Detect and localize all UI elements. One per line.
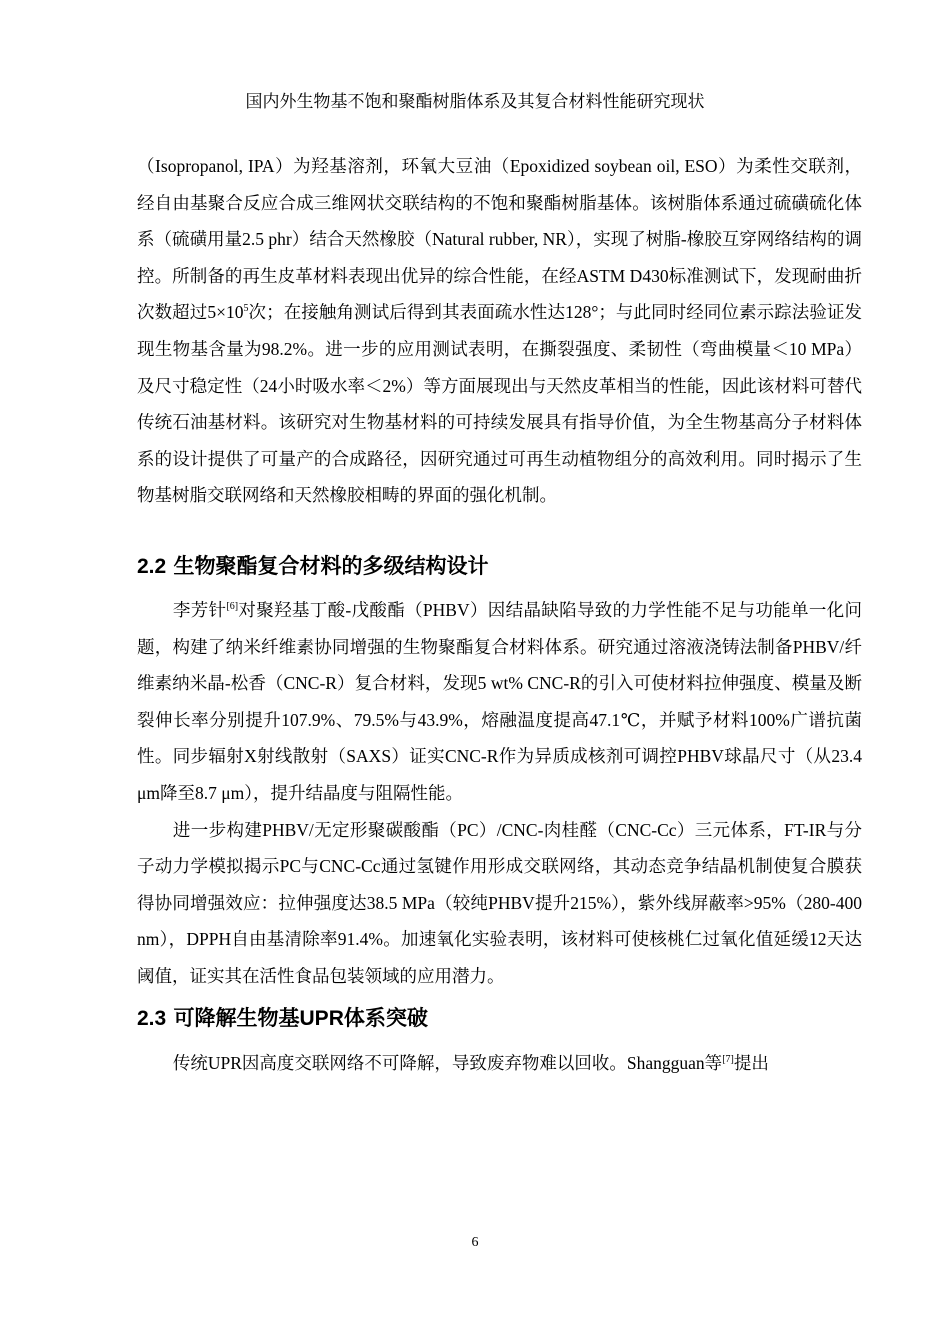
- section-title-suffix: 体系突破: [343, 1006, 428, 1031]
- body-paragraph: [137, 1045, 862, 1082]
- body-paragraph: 进一步构建PHBV/无定形聚碳酸酯（PC）/CNC-肉桂醛（CNC-Cc）三元体系，FT-IR与分子动力学模拟揭示PC与CNC-Cc通过氢键作用形成交联网络，其动态竞争结晶机制使复合膜获得协同增强效应：拉伸强度达38.5 MPa（较纯PHBV提升215%），紫外线屏蔽率>95%（280-400 nm），DPPH自由基清除率91.4%。加速氧化实验表明，该材料可使核桃仁过氧化值延缓12天达阈值，证实其在活性食品包装领域的应用潜力。: [137, 819, 862, 986]
- citation-ref[interactable]: [7]: [722, 1054, 734, 1066]
- running-header: 国内外生物基不饱和聚酯树脂体系及其复合材料性能研究现状: [245, 92, 705, 111]
- paragraph-text: 对聚羟基丁酸-戊酸酯（PHBV）因结晶缺陷导致的力学性能不足与功能单一化问题，构建了纳米纤维素协同增强的生物聚酯复合材料体系。研究通过溶液浇铸法制备PHBV/纤维素纳米晶-松香（CNC-R）复合材料，发现5 wt% CNC-R的引入可使材料拉伸强度、模量及断裂伸长率分别提升107.9%、79.5%与43.9%，熔融温度提高47.1℃，并赋予材料100%广谱抗菌性。同步辐射X射线散射（SAXS）证实CNC-R作为异质成核剂可调控PHBV球晶尺寸（从23.4 μm降至8.7 μm），提升结晶度与阻隔性能。: [137, 599, 862, 803]
- section-heading-2-3: [137, 1003, 862, 1034]
- section-heading-2-2: [137, 551, 862, 582]
- page-number: 6: [471, 1235, 479, 1250]
- section-number: 2.3: [137, 1007, 167, 1031]
- body-paragraph: [137, 592, 862, 812]
- section-number: 2.2: [137, 554, 167, 578]
- citation-ref[interactable]: [6]: [226, 600, 239, 612]
- body-paragraph-continued: （Isopropanol, IPA）为羟基溶剂，环氧大豆油（Epoxidized soybean oil, ESO）为柔性交联剂，经自由基聚合反应合成三维网状交联结构的不饱和聚酯树脂基体。该树脂体系通过硫磺硫化体系（硫磺用量2.5 phr）结合天然橡胶（Natural rubber, NR），实现了树脂-橡胶互穿网络结构的调控。所制备的再生皮革材料表现出优异的综合性能，在经ASTM D430标准测试下，发现耐曲折次数超过$5\times 10^5$次；在接触角测试后得到其表面疏水性达128°；与此同时经同位素示踪法验证发现生物基含量为98.2%。进一步的应用测试表明，在撕裂强度、柔韧性（弯曲模量＜10 MPa）及尺寸稳定性（24小时吸水率＜2%）等方面展现出与天然皮革相当的性能，因此该材料可替代传统石油基材料。该研究对生物基材料的可持续发展具有指导价值，为全生物基高分子材料体系的设计提供了可量产的合成路径，因研究通过可再生动植物组分的高效利用。同时揭示了生物基树脂交联网络和天然橡胶相畴的界面的强化机制。: [137, 156, 863, 506]
- paragraph-text: 传统UPR因高度交联网络不可降解，导致废弃物难以回收。Shangguan等: [172, 1053, 723, 1074]
- section-title-prefix: 可降解生物基: [173, 1006, 300, 1031]
- author-name: 李芳针: [172, 599, 227, 620]
- paragraph-text-after: 提出: [733, 1053, 769, 1074]
- exponent: 5: [243, 303, 249, 315]
- page-body: [137, 148, 862, 1082]
- section-title-latin: UPR: [299, 1007, 344, 1031]
- section-title: 生物聚酯复合材料的多级结构设计: [173, 553, 489, 578]
